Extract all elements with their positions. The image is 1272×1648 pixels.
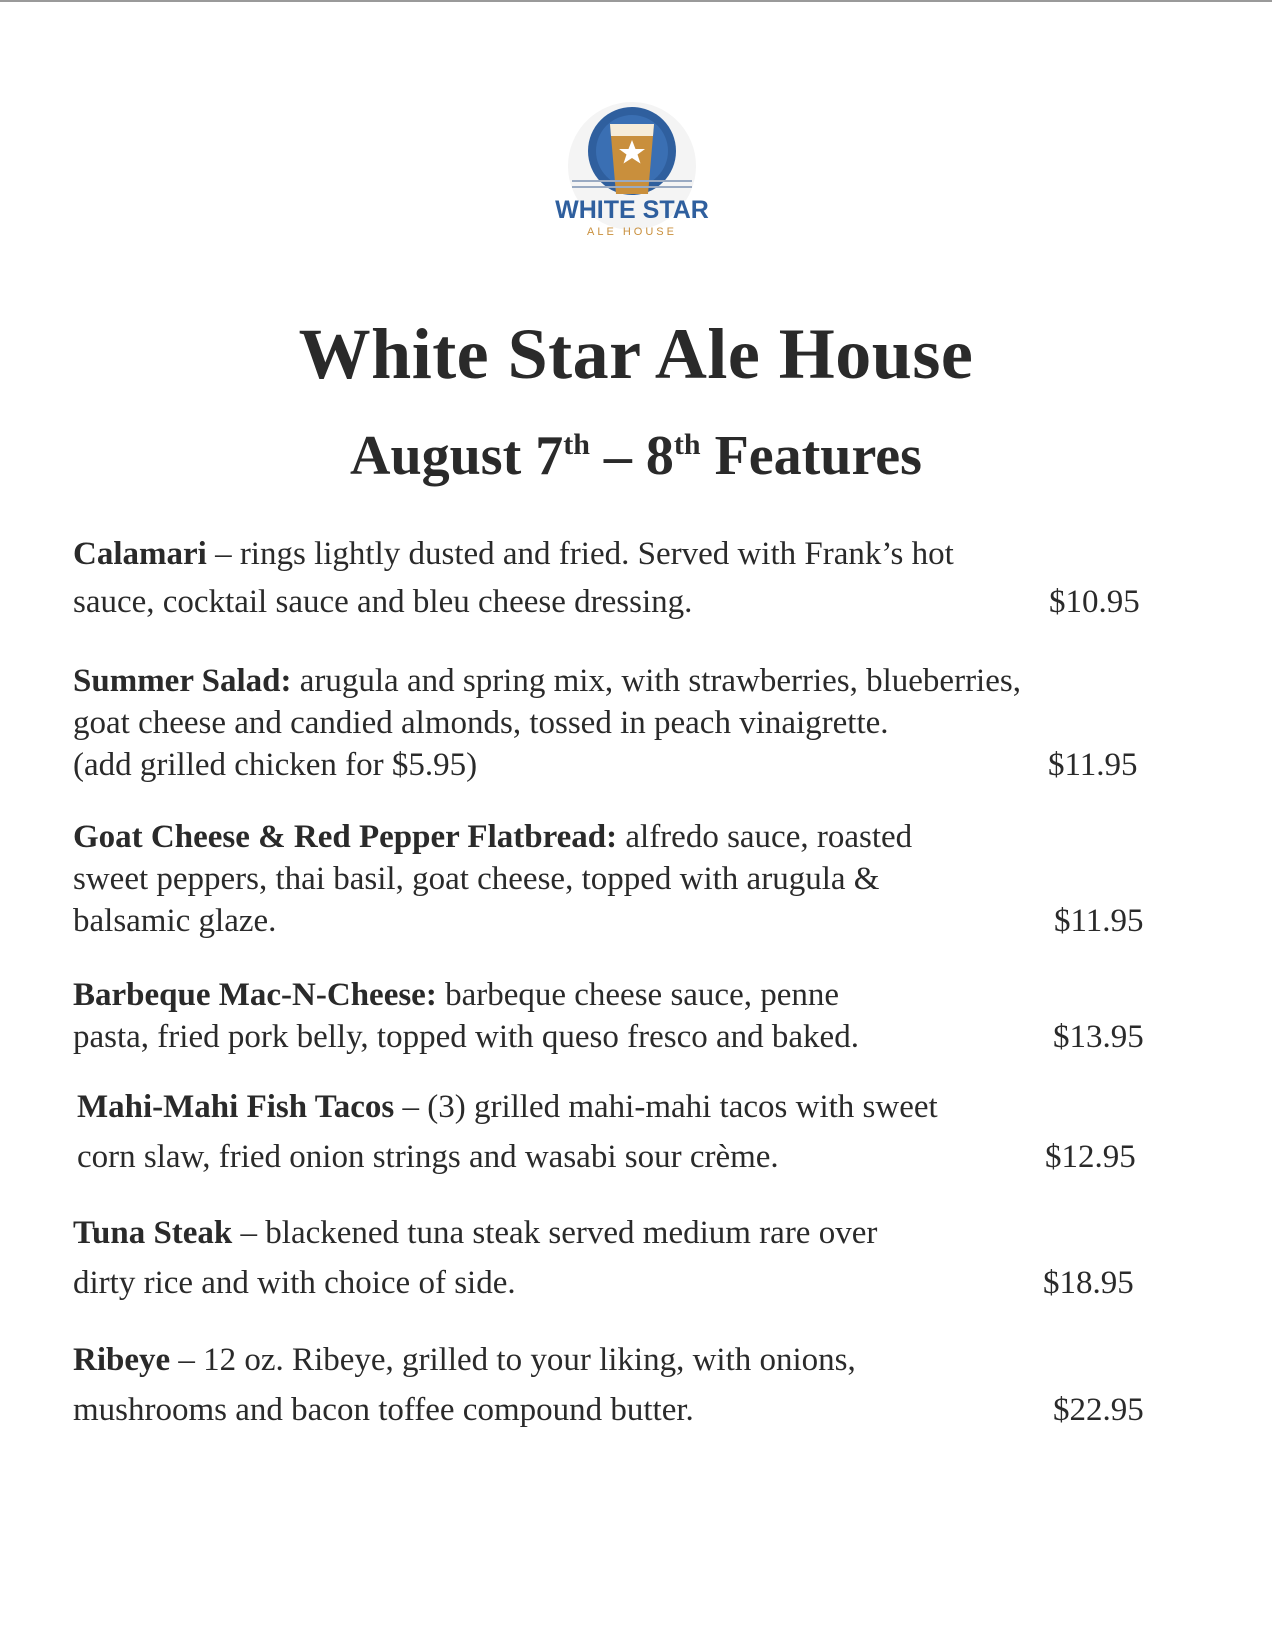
item-name: Barbeque Mac-N-Cheese: [73,977,437,1013]
item-name: Summer Salad: [73,663,292,699]
menu-item-summer-salad [73,662,1153,786]
page-title: White Star Ale House [298,314,974,394]
item-line [73,976,1153,1018]
item-separator [292,663,300,699]
item-line [73,583,1153,623]
item-description: rings lightly dusted and fried. Served with Frank’s hot [239,536,954,572]
item-line [73,860,1153,902]
white-star-logo [522,96,742,276]
item-separator: – [394,1089,428,1125]
item-description: sweet peppers, thai basil, goat cheese, topped with arugula & [73,861,880,897]
item-name: Ribeye [73,1342,171,1378]
logo-brand-line1: WHITE STAR [555,196,709,224]
item-description: 12 oz. Ribeye, grilled to your liking, with onions, [203,1342,856,1378]
item-line [73,902,1153,942]
item-price: $18.95 [1043,1265,1134,1301]
item-description: (add grilled chicken for $5.95) [73,747,478,783]
item-price: $11.95 [1048,747,1138,783]
item-separator: – [206,536,240,572]
logo-graphic [522,96,742,276]
menu-item-calamari [73,535,1153,623]
scan-edge [0,0,1272,2]
item-line [73,1264,1153,1304]
menu-item-fish-tacos [77,1088,1157,1178]
menu-item-flatbread [73,818,1153,942]
item-description: goat cheese and candied almonds, tossed in peach vinaigrette. [73,705,889,741]
item-description: blackened tuna steak served medium rare over [265,1215,878,1251]
menu-item-tuna-steak [73,1214,1153,1304]
item-line [77,1088,1157,1138]
item-line [77,1138,1157,1178]
item-line [73,1341,1153,1391]
item-description: balsamic glaze. [73,903,277,939]
item-price: $11.95 [1054,903,1144,939]
subtitle-sup2: th [673,428,701,461]
item-separator: – [170,1342,204,1378]
subtitle-part2: – 8 [589,425,674,487]
logo-brand-line2: ALE HOUSE [587,226,677,238]
item-separator: – [232,1215,266,1251]
item-description: alfredo sauce, roasted [625,819,913,855]
item-description: corn slaw, fried onion strings and wasabi sour crème. [77,1139,779,1175]
item-line [73,746,1153,786]
item-price: $12.95 [1045,1139,1136,1175]
page-subtitle [0,425,1272,487]
subtitle-part1: August 7 [350,425,564,487]
item-price: $13.95 [1053,1019,1144,1055]
item-description: barbeque cheese sauce, penne [445,977,840,1013]
subtitle-part3: Features [700,425,922,487]
item-line [73,535,1153,583]
item-description: (3) grilled mahi-mahi tacos with sweet [427,1089,938,1125]
item-line [73,818,1153,860]
beer-foam-icon [610,124,654,136]
item-name: Tuna Steak [73,1215,233,1251]
item-name: Mahi-Mahi Fish Tacos [77,1089,395,1125]
item-description: dirty rice and with choice of side. [73,1265,516,1301]
item-price: $10.95 [1049,584,1140,620]
item-separator [437,977,445,1013]
item-line [73,704,1153,746]
item-description: sauce, cocktail sauce and bleu cheese dressing. [73,584,693,620]
logo-rule-bottom [572,186,692,188]
item-line [73,662,1153,704]
item-name: Calamari [73,536,207,572]
item-description: pasta, fried pork belly, topped with queso fresco and baked. [73,1019,859,1055]
item-price: $22.95 [1053,1392,1144,1428]
menu-item-ribeye [73,1341,1153,1431]
item-name: Goat Cheese & Red Pepper Flatbread: [73,819,618,855]
item-description: mushrooms and bacon toffee compound butter. [73,1392,694,1428]
subtitle-sup1: th [563,428,590,461]
item-line [73,1214,1153,1264]
logo-rule-top [572,180,692,182]
item-line [73,1018,1153,1058]
item-description: arugula and spring mix, with strawberries, blueberries, [299,663,1021,699]
menu-item-mac-n-cheese [73,976,1153,1058]
item-line [73,1391,1153,1431]
